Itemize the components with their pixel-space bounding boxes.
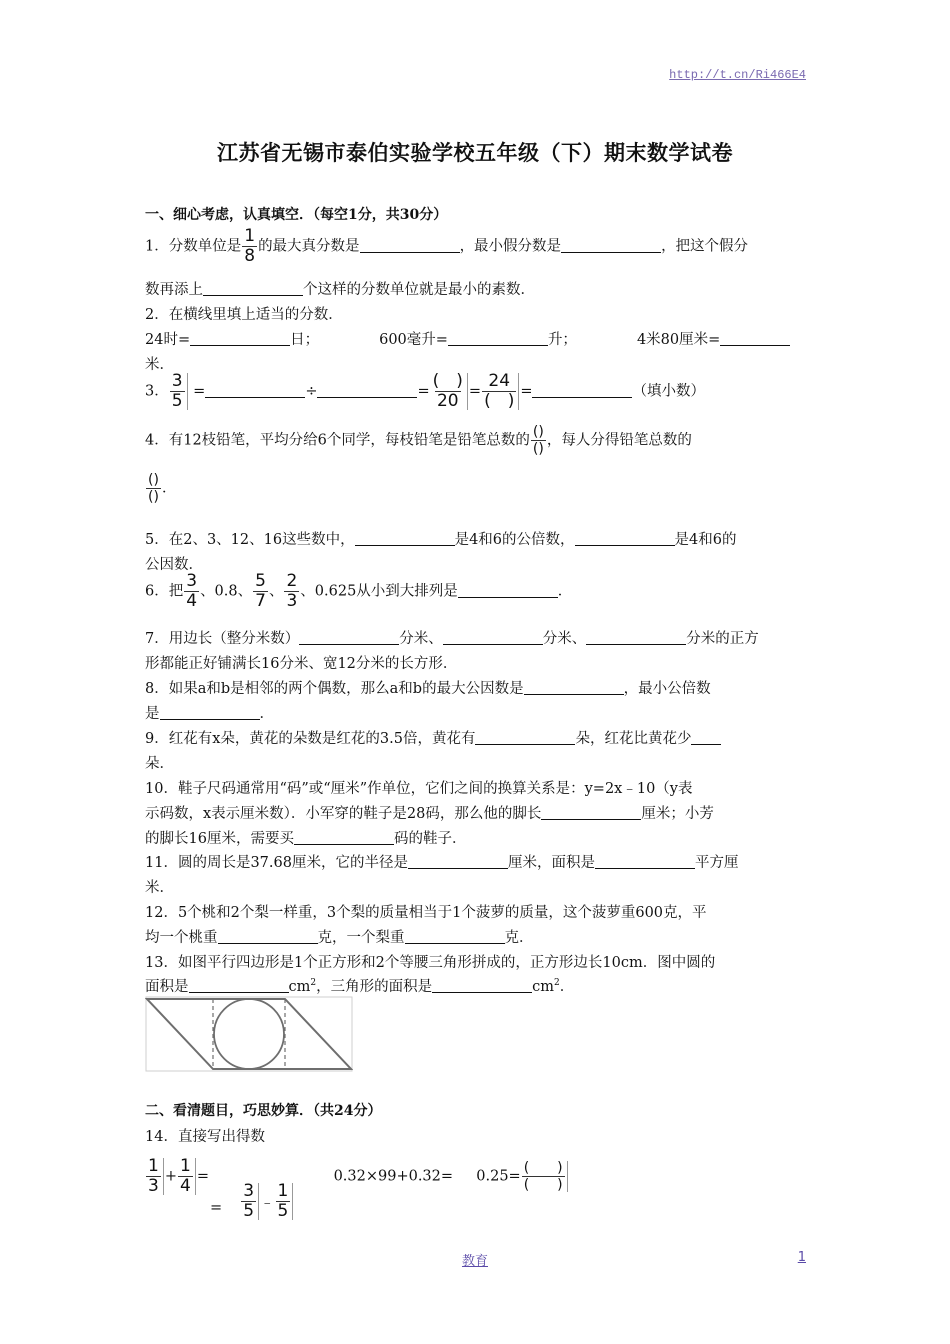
question-2-line-2: 24时= 日； 600毫升= 升； 4米80厘米= [145, 328, 807, 349]
fraction-3-5: $\frac{3}{5}$ [170, 373, 188, 410]
fraction-3-5: $\frac{3}{5}$ [241, 1183, 259, 1220]
question-5-line-1: 5．在2、3、12、16这些数中， 是4和6的公倍数， 是4和6的 [145, 532, 737, 548]
fraction-1-4: $\frac{1}{4}$ [178, 1158, 196, 1195]
answer-blank[interactable] [205, 382, 305, 398]
question-8-line-1: 8．如果a和b是相邻的两个偶数，那么a和b的最大公因数是 ，最小公倍数 [145, 681, 711, 697]
answer-blank[interactable] [203, 280, 303, 296]
expression-2: $\frac{3}{5}$ ﹣ $\frac{1}{5}$ [240, 1183, 294, 1220]
answer-blank[interactable] [532, 382, 632, 398]
question-5-line-2: 公因数． [145, 557, 203, 573]
answer-blank[interactable] [524, 679, 624, 695]
answer-blank[interactable] [218, 928, 318, 944]
inscribed-circle [214, 999, 284, 1069]
answer-blank[interactable] [190, 330, 290, 346]
answer-blank[interactable] [360, 237, 460, 253]
fraction-placeholder: $\frac{()}{()}$ [148, 472, 159, 505]
question-1-line-2: 数再添上 个这样的分数单位就是最小的素数． [145, 282, 535, 298]
question-3-line: 3． $\frac{3}{5}$ = ÷ = $\frac{( )}{20}$ = $\frac{24}{( )}$ = （填小数） [145, 371, 705, 411]
parallelogram-circle-figure [145, 996, 353, 1072]
answer-blank[interactable] [575, 530, 675, 546]
fraction-2-3: $\frac{2}{3}$ [286, 571, 298, 611]
fraction-5-7: $\frac{5}{7}$ [255, 571, 266, 611]
parallelogram-shape [147, 999, 351, 1069]
question-12-line-1: 12．5个桃和2个梨一样重，3个梨的质量相当于1个菠萝的质量，这个菠萝重600克，平 [145, 905, 707, 921]
fraction-1-5: $\frac{1}{5}$ [276, 1183, 294, 1220]
fraction-placeholder: $\frac{()}{()}$ [532, 424, 544, 457]
answer-blank[interactable] [448, 330, 548, 346]
answer-blank[interactable] [355, 530, 455, 546]
answer-blank[interactable] [561, 237, 661, 253]
question-12-line-2: 均一个桃重 克，一个梨重 克． [145, 930, 534, 946]
answer-blank[interactable] [317, 382, 417, 398]
question-1-line-1: 1．分数单位是 $\frac{1}{8}$ 的最大真分数是 ，最小假分数是 ，把这个假分 [145, 226, 749, 266]
question-2-line-3: 米． [145, 357, 174, 373]
fraction-1-3: $\frac{1}{3}$ [146, 1158, 164, 1195]
question-7-line-1: 7．用边长（整分米数） 分米、 分米、 分米的正方 [145, 631, 759, 647]
question-8-line-2: 是 ． [145, 706, 274, 722]
answer-blank[interactable] [408, 853, 508, 869]
question-9-line-1: 9．红花有x朵，黄花的朵数是红花的3.5倍，黄花有 朵，红花比黄花少 [145, 727, 807, 748]
question-14-expressions: $\frac{1}{3}$ + $\frac{1}{4}$ = $\frac{3}{5}$ ﹣ $\frac{1}{5}$ 0.32×99+0.32= 0.25= $\frac{( )}{( )}$ [145, 1158, 807, 1220]
question-7-line-2: 形都能正好铺满长16分米、宽12分米的长方形． [145, 656, 458, 672]
section-2-heading: 二、看清题目，巧思妙算．（共24分） [145, 1103, 382, 1119]
fraction-blank-blank: $\frac{( )}{( )}$ [522, 1161, 568, 1192]
answer-blank[interactable] [475, 729, 575, 745]
question-4-line-2: $\frac{()}{()}$ ． [148, 472, 177, 505]
expression-2-equals: = [210, 1200, 223, 1216]
figure-frame [146, 997, 352, 1071]
question-10-line-3: 的脚长16厘米，需要买 码的鞋子． [145, 831, 467, 847]
answer-blank[interactable] [691, 729, 721, 745]
question-9-line-2: 朵． [145, 756, 174, 772]
fraction-1-8: $\frac{1}{8}$ [244, 226, 256, 266]
question-6-line: 6．把 $\frac{3}{4}$ 、0.8、 $\frac{5}{7}$ 、 $\frac{2}{3}$ 、0.625从小到大排列是 ． [145, 571, 573, 611]
section-1-heading: 一、细心考虑，认真填空．（每空1分，共30分） [145, 207, 448, 223]
answer-blank[interactable] [405, 928, 505, 944]
fraction-3-4: $\frac{3}{4}$ [186, 571, 198, 611]
question-4-line-1: 4．有12枝铅笔，平均分给6个同学，每枝铅笔是铅笔总数的 $\frac{()}{()}$ ，每人分得铅笔总数的 [145, 424, 692, 457]
answer-blank[interactable] [443, 629, 543, 645]
answer-blank[interactable] [720, 330, 790, 346]
question-10-line-1: 10．鞋子尺码通常用“码”或“厘米”作单位，它们之间的换算关系是：y=2x﹣10（y表 [145, 781, 693, 797]
fraction-blank-20: $\frac{( )}{20}$ [431, 373, 468, 410]
question-13-line-1: 13．如图平行四边形是1个正方形和2个等腰三角形拼成的，正方形边长10cm．图中圆的 [145, 955, 716, 971]
answer-blank[interactable] [294, 829, 394, 845]
answer-blank[interactable] [586, 629, 686, 645]
question-10-line-2: 示码数，x表示厘米数）．小军穿的鞋子是28码，那么他的脚长 厘米；小芳 [145, 806, 714, 822]
page-title: 江苏省无锡市泰伯实验学校五年级（下）期末数学试卷 [217, 140, 733, 165]
answer-blank[interactable] [189, 977, 289, 993]
question-11-line-2: 米． [145, 880, 174, 896]
footer-link[interactable]: 教育 [461, 1254, 488, 1269]
answer-blank[interactable] [160, 704, 260, 720]
question-14-line-1: 14．直接写出得数 [145, 1129, 265, 1145]
answer-blank[interactable] [299, 629, 399, 645]
answer-blank[interactable] [541, 804, 641, 820]
question-2-line-1: 2．在横线里填上适当的分数． [145, 307, 343, 323]
page-number: 1 [797, 1250, 806, 1265]
expression-3: 0.32×99+0.32= [333, 1168, 454, 1185]
answer-blank[interactable] [432, 977, 532, 993]
fraction-24-blank: $\frac{24}{( )}$ [482, 373, 519, 410]
question-11-line-1: 11．圆的周长是37.68厘米，它的半径是 厘米，面积是 平方厘 [145, 855, 739, 871]
question-13-line-2: 面积是 $cm^2$，三角形的面积是 $cm^2$． [145, 978, 575, 995]
header-link[interactable]: http://t.cn/Ri466E4 [669, 68, 806, 82]
answer-blank[interactable] [458, 582, 558, 598]
answer-blank[interactable] [595, 853, 695, 869]
